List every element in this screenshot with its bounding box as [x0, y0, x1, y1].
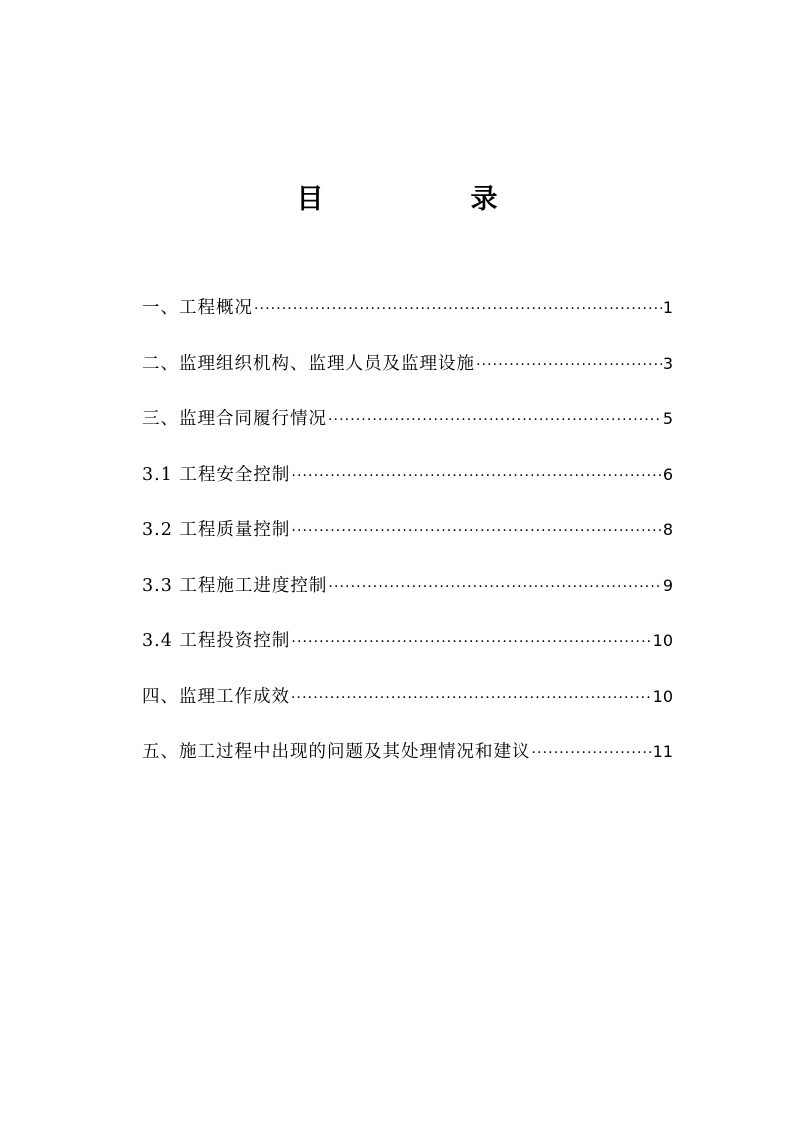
toc-dot-leader [476, 357, 662, 373]
table-of-contents [142, 294, 673, 794]
toc-entry-label: 二、监理组织机构、监理人员及监理设施 [142, 353, 475, 374]
toc-entry-label: 3.1 工程安全控制 [142, 464, 291, 485]
toc-entry-label: 五、施工过程中出现的问题及其处理情况和建议 [142, 742, 531, 762]
toc-entry-page: 10 [652, 631, 673, 650]
toc-entry[interactable] [142, 683, 673, 739]
toc-entry-label: 3.4 工程投资控制 [142, 631, 291, 651]
toc-entry[interactable] [142, 627, 673, 683]
toc-dot-leader [291, 690, 652, 706]
toc-entry[interactable] [142, 461, 673, 517]
toc-entry-label: 四、监理工作成效 [142, 686, 290, 707]
toc-dot-leader [532, 745, 652, 761]
toc-entry-page: 8 [662, 520, 673, 539]
toc-entry[interactable] [142, 738, 673, 794]
toc-entry[interactable] [142, 405, 673, 461]
toc-dot-leader [328, 412, 662, 428]
toc-entry[interactable] [142, 350, 673, 406]
toc-entry-label: 3.3 工程施工进度控制 [142, 575, 328, 596]
toc-entry[interactable] [142, 294, 673, 350]
toc-entry-label: 一、工程概况 [142, 298, 253, 318]
toc-dot-leader [291, 634, 651, 650]
toc-entry[interactable] [142, 572, 673, 628]
toc-entry-page: 6 [662, 464, 673, 484]
toc-entry-label: 三、监理合同履行情况 [142, 409, 327, 429]
toc-entry-label: 3.2 工程质量控制 [142, 520, 291, 540]
toc-entry[interactable] [142, 516, 673, 572]
toc-dot-leader [254, 301, 662, 317]
toc-dot-leader [328, 579, 661, 595]
toc-entry-page: 11 [652, 742, 673, 761]
toc-entry-page: 5 [662, 409, 673, 428]
toc-dot-leader [291, 468, 661, 484]
toc-entry-page: 3 [662, 353, 673, 373]
toc-title: 目 录 [296, 184, 558, 215]
toc-dot-leader [291, 523, 661, 539]
toc-entry-page: 10 [652, 686, 673, 706]
toc-entry-page: 1 [662, 298, 673, 317]
toc-entry-page: 9 [662, 575, 673, 595]
